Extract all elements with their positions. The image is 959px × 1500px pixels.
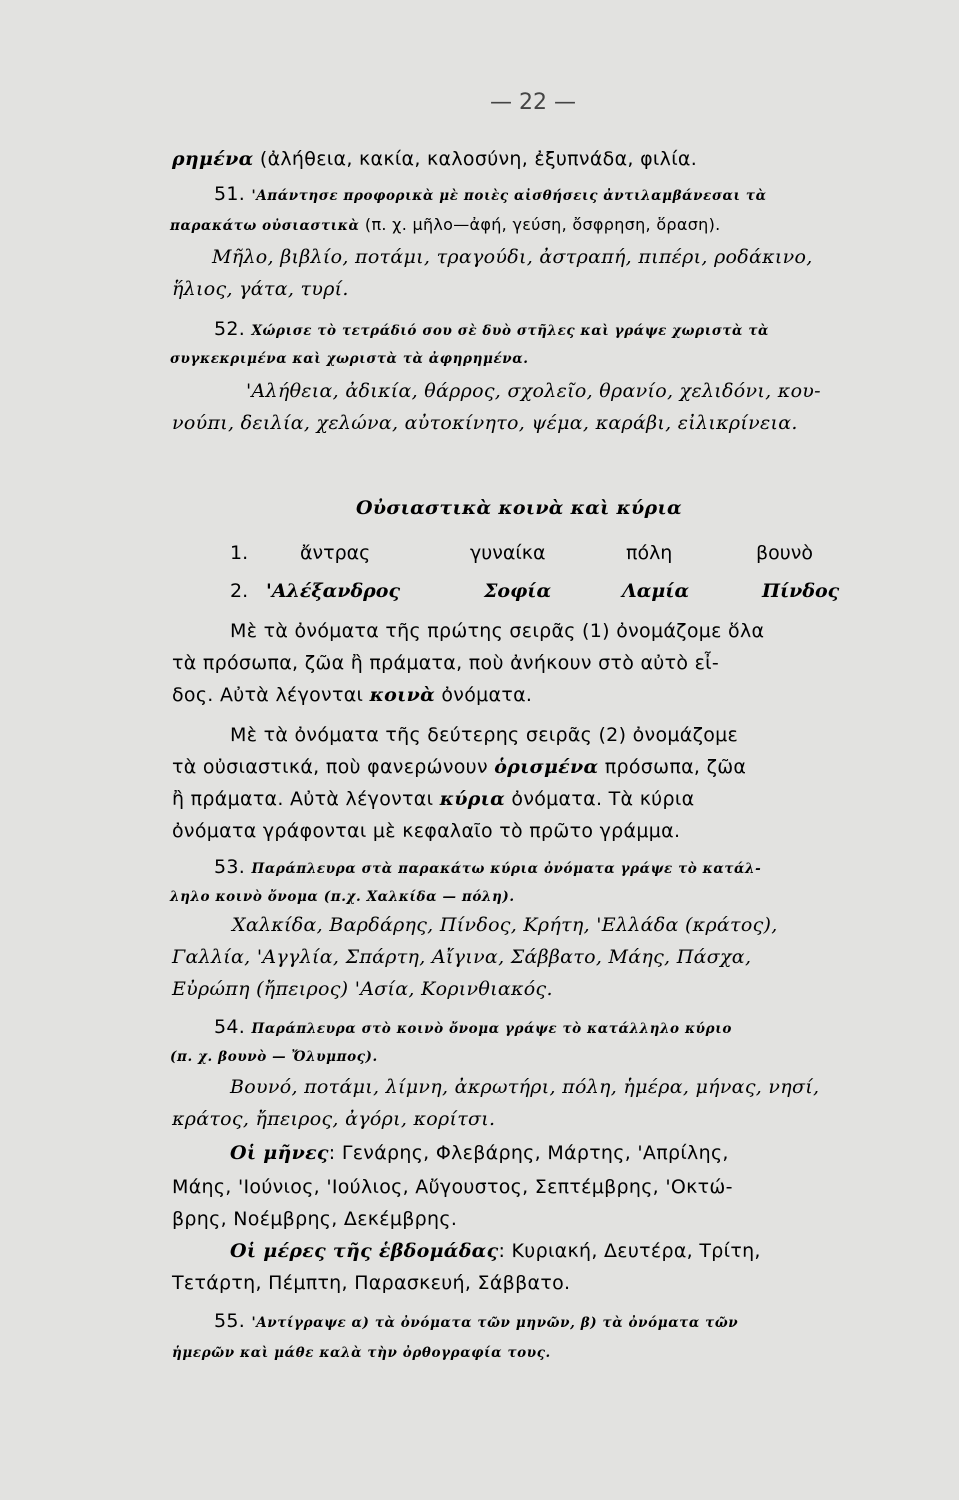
exercise-54-line1	[214, 1016, 732, 1038]
text-line: Μῆλο, βιβλίο, ποτάμι, τραγούδι, ἀστραπή, πιπέρι, ροδάκινο,	[212, 246, 813, 268]
text-line: ὀνόματα γράφονται μὲ κεφαλαῖο τὸ πρῶτο γράμμα.	[172, 820, 681, 842]
exercise-instruction: (π. χ. βουνὸ — Ὄλυμπος).	[170, 1049, 378, 1065]
exercise-instruction: Χώρισε τὸ τετράδιό σου σὲ δυὸ στῆλες καὶ γράψε χωριστὰ τὰ	[251, 323, 770, 339]
text-line: κράτος, ἤπειρος, ἀγόρι, κορίτσι.	[172, 1108, 496, 1130]
text-span: (ἀλήθεια, κακία, καλοσύνη, ἐξυπνάδα, φιλία.	[253, 148, 698, 170]
proper-noun: Λαμία	[622, 580, 690, 602]
text-span: πρόσωπα, ζῶα	[598, 756, 747, 778]
italic-word: ρημένα	[172, 148, 254, 170]
emphasis: ὁρισμένα	[494, 756, 599, 778]
exercise-52-line1	[214, 318, 769, 340]
exercise-54-line2	[170, 1044, 378, 1066]
emphasis: Οἱ μῆνες	[230, 1142, 329, 1164]
text-line: 'Αλήθεια, ἀδικία, θάρρος, σχολεῖο, θρανίο, χελιδόνι, κου-	[246, 380, 821, 402]
exercise-number: 53.	[214, 856, 246, 878]
text-line: Εὐρώπη (ἤπειρος) 'Ασία, Κορινθιακός.	[172, 978, 553, 1000]
text-span: ὀνόματα. Τὰ κύρια	[505, 788, 695, 810]
exercise-55-line1	[214, 1310, 738, 1332]
exercise-51-line1	[214, 183, 767, 205]
page-number: — 22 —	[490, 90, 576, 115]
exercise-instruction: ἡμερῶν καὶ μάθε καλὰ τὴν ὀρθογραφία τους.	[172, 1345, 551, 1361]
text-line: Γαλλία, 'Αγγλία, Σπάρτη, Αἴγινα, Σάββατο, Μάης, Πάσχα,	[172, 946, 752, 968]
text-line: ἥλιος, γάτα, τυρί.	[172, 278, 349, 300]
text-line: Μάης, 'Ιούνιος, 'Ιούλιος, Αὔγουστος, Σεπτέμβρης, 'Οκτώ-	[172, 1176, 733, 1198]
common-noun: πόλη	[626, 542, 673, 564]
exercise-number: 55.	[214, 1310, 246, 1332]
exercise-instruction: συγκεκριμένα καὶ χωριστὰ τὰ ἀφηρημένα.	[170, 351, 529, 367]
text-line: βρης, Νοέμβρης, Δεκέμβρης.	[172, 1208, 458, 1230]
text-line: Τετάρτη, Πέμπτη, Παρασκευή, Σάββατο.	[172, 1272, 571, 1294]
exercise-instruction: 'Απάντησε προφορικὰ μὲ ποιὲς αἰσθήσεις ἀντιλαμβάνεσαι τὰ	[251, 188, 767, 204]
exercise-53-line1	[214, 856, 761, 878]
row-number: 2.	[230, 580, 249, 602]
text-line: Χαλκίδα, Βαρδάρης, Πίνδος, Κρήτη, 'Ελλάδα (κράτος),	[232, 914, 778, 936]
exercise-number: 51.	[214, 183, 246, 205]
exercise-instruction: ληλο κοινὸ ὄνομα (π.χ. Χαλκίδα — πόλη).	[170, 889, 515, 905]
emphasis: κοινὰ	[369, 684, 436, 706]
exercise-instruction: παρακάτω οὐσιαστικὰ	[170, 218, 360, 234]
section-heading: Οὐσιαστικὰ κοινὰ καὶ κύρια	[356, 497, 682, 519]
text-line: Βουνό, ποτάμι, λίμνη, ἀκρωτήρι, πόλη, ἡμέρα, μήνας, νησί,	[230, 1076, 820, 1098]
text-span: : Γενάρης, Φλεβάρης, Μάρτης, 'Απρίλης,	[328, 1142, 729, 1164]
text-span: δος. Αὐτὰ λέγονται	[172, 684, 370, 706]
exercise-instruction: 'Αντίγραψε α) τὰ ὀνόματα τῶν μηνῶν, β) τὰ ὀνόματα τῶν	[251, 1315, 739, 1331]
exercise-instruction: Παράπλευρα στὸ κοινὸ ὄνομα γράψε τὸ κατάλληλο κύριο	[251, 1021, 732, 1037]
days-line1	[230, 1240, 761, 1262]
text-line	[172, 148, 697, 170]
text-span: τὰ οὐσιαστικά, ποὺ φανερώνουν	[172, 756, 495, 778]
exercise-number: 52.	[214, 318, 246, 340]
text-line: Μὲ τὰ ὀνόματα τῆς πρώτης σειρᾶς (1) ὀνομάζομε ὅλα	[230, 620, 765, 642]
emphasis: Οἱ μέρες τῆς ἑβδομάδας	[230, 1240, 499, 1262]
exercise-51-line2	[170, 213, 721, 235]
text-line	[172, 756, 746, 778]
proper-noun: 'Αλέξανδρος	[266, 580, 401, 602]
text-span: : Κυριακή, Δευτέρα, Τρίτη,	[498, 1240, 761, 1262]
common-noun: γυναίκα	[470, 542, 546, 564]
exercise-55-line2	[172, 1340, 551, 1362]
emphasis: κύρια	[439, 788, 506, 810]
row-number: 1.	[230, 542, 249, 564]
exercise-number: 54.	[214, 1016, 246, 1038]
proper-noun: Σοφία	[484, 580, 552, 602]
text-line	[172, 684, 532, 706]
exercise-53-line2	[170, 884, 515, 906]
proper-noun: Πίνδος	[762, 580, 840, 602]
text-span: ὀνόματα.	[435, 684, 533, 706]
common-noun: ἄντρας	[300, 542, 371, 564]
text-line: νούπι, δειλία, χελώνα, αὐτοκίνητο, ψέμα, καράβι, εἰλικρίνεια.	[172, 412, 798, 434]
text-line	[172, 788, 694, 810]
text-span: ἢ πράματα. Αὐτὰ λέγονται	[172, 788, 440, 810]
text-span: (π. χ. μῆλο—ἀφή, γεύση, ὄσφρηση, ὅραση).	[359, 215, 721, 234]
common-noun: βουνὸ	[756, 542, 813, 564]
text-line: Μὲ τὰ ὀνόματα τῆς δεύτερης σειρᾶς (2) ὀνομάζομε	[230, 724, 739, 746]
exercise-52-line2	[170, 346, 529, 368]
months-line1	[230, 1142, 729, 1164]
text-line: τὰ πρόσωπα, ζῶα ἢ πράματα, ποὺ ἀνήκουν στὸ αὐτὸ εἶ-	[172, 652, 720, 674]
exercise-instruction: Παράπλευρα στὰ παρακάτω κύρια ὀνόματα γράψε τὸ κατάλ-	[251, 861, 762, 877]
